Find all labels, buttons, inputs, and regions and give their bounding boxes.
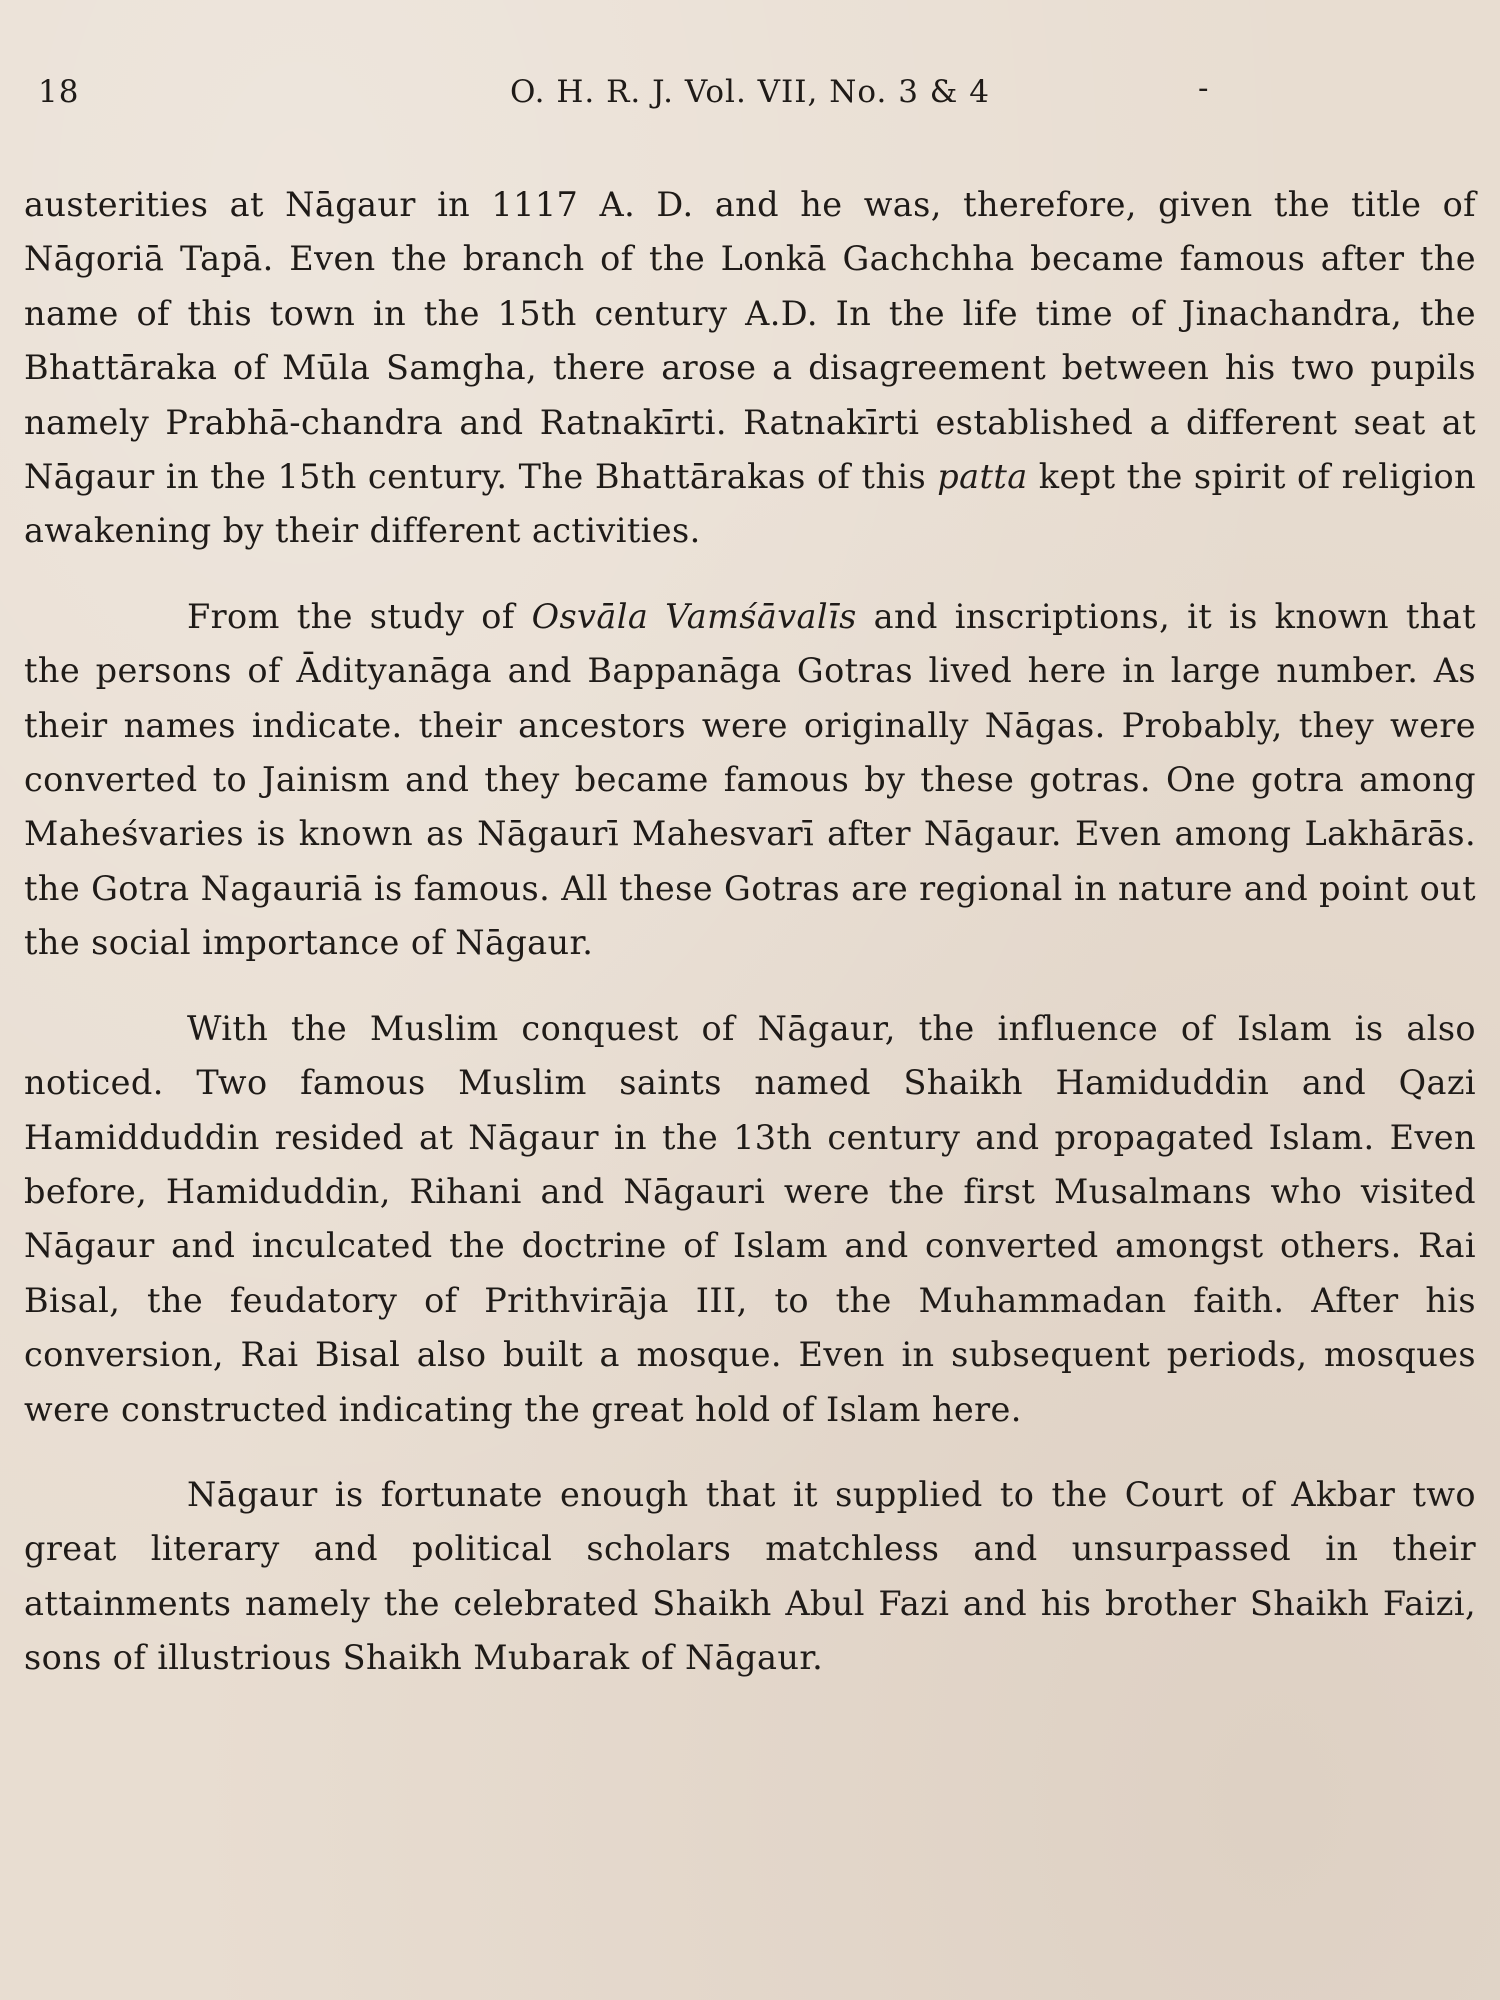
paragraph-2-text-a: From the study of: [187, 596, 532, 636]
paragraph-4-text: Nāgaur is fortunate enough that it supplied to the Court of Akbar two great literary and political scholars matchless and unsurpassed in their attainments namely the celebrated Shaikh Abul Fazi and his brother Shaikh Faizi, sons of illustrious Shaikh Mubarak of Nāgaur.: [24, 1474, 1476, 1678]
body-text: [24, 178, 1476, 1717]
paragraph-2-text-b: and inscriptions, it is known that the persons of Ādityanāga and Bappanāga Gotras lived here in large number. As their names indicate. their ancestors were originally Nāgas. Probably, they were converted to Jainism and they became famous by these gotras. One gotra among Maheśvaries is known as Nāgaurī Mahesvarī after Nāgaur. Even among Lakhārās. the Gotra Nagauriā is famous. All these Gotras are regional in nature and point out the social importance of Nāgaur.: [24, 596, 1476, 963]
journal-reference: O. H. R. J. Vol. VII, No. 3 & 4: [510, 74, 990, 110]
paragraph-1: [24, 178, 1476, 559]
paragraph-3: [24, 1002, 1476, 1437]
paragraph-1-italic-term: patta: [937, 457, 1028, 497]
paragraph-2: [24, 590, 1476, 971]
paragraph-4: [24, 1468, 1476, 1686]
page-number: 18: [38, 74, 80, 110]
header-dash: -: [1198, 70, 1210, 106]
paragraph-1-text-b: kept the spirit of religion awakening by their different activities.: [24, 457, 1476, 551]
paragraph-2-italic-term: Osvāla Vamśāvalīs: [531, 596, 857, 636]
paragraph-3-text: With the Muslim conquest of Nāgaur, the influence of Islam is also noticed. Two famous Muslim saints named Shaikh Hamiduddin and Qazi Hamidduddin resided at Nāgaur in the 13th century and propagated Islam. Even before, Hamiduddin, Rihani and Nāgauri were the first Musalmans who visited Nāgaur and inculcated the doctrine of Islam and converted amongst others. Rai Bisal, the feudatory of Prithvirāja III, to the Muhammadan faith. After his conversion, Rai Bisal also built a mosque. Even in subsequent periods, mosques were constructed indicating the great hold of Islam here.: [24, 1008, 1476, 1429]
page-header: [38, 70, 1462, 124]
paragraph-1-text-a: austerities at Nāgaur in 1117 A. D. and he was, therefore, given the title of Nāgoriā Tapā. Even the branch of the Lonkā Gachchha became famous after the name of this town in the 15th century A.D. In the life time of Jinachandra, the Bhattāraka of Mūla Samgha, there arose a disagreement between his two pupils namely Prabhā-chandra and Ratnakīrti. Ratnakīrti established a different seat at Nāgaur in the 15th century. The Bhattārakas of this: [24, 185, 1476, 497]
